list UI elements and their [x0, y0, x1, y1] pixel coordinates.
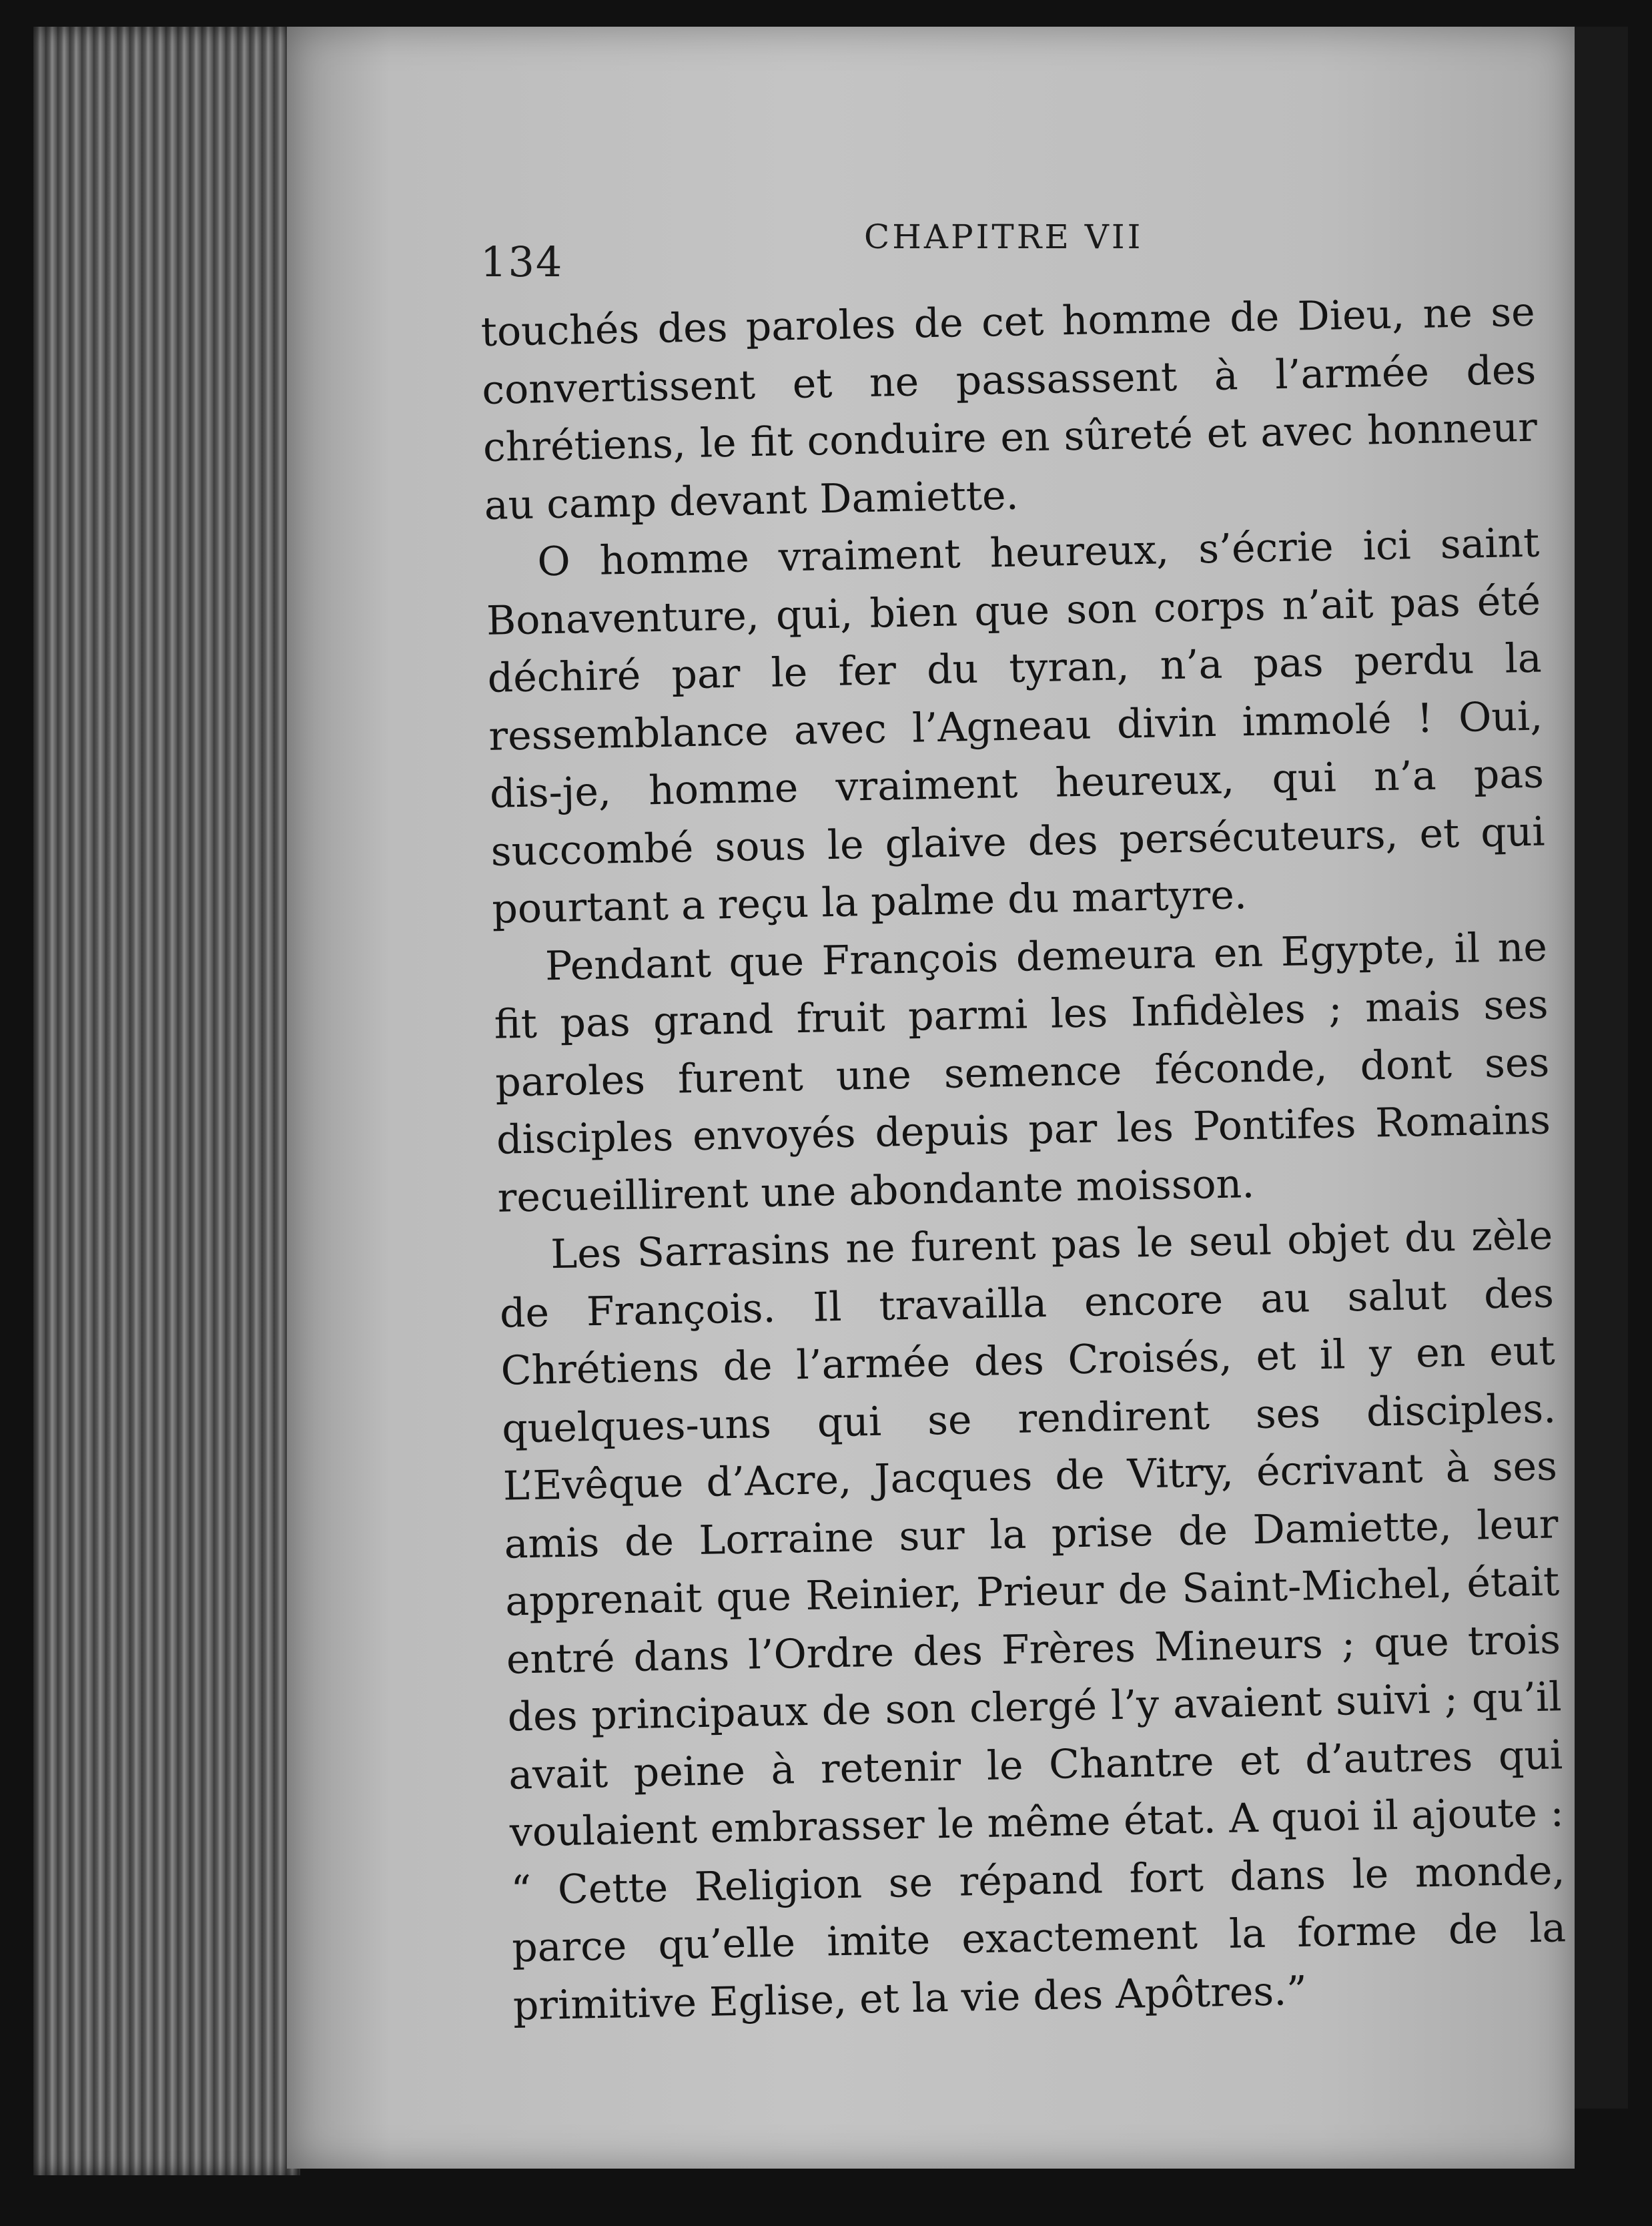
paragraph: Pendant que François demeura en Egypte, il ne fit pas grand fruit parmi les Infidèles ; mais ses paroles furent une semence féconde, dont ses disciples envoyés depuis par les Pontifes Romains recueillirent une abondante moisson.	[494, 923, 1551, 1222]
book-spine-shadow	[1575, 27, 1628, 2109]
paragraph-continued: touchés des paroles de cet homme de Dieu, ne se convertissent et ne passassent à l’armée des chrétiens, le fit conduire en sûreté et avec honneur au camp devant Damiette.	[480, 288, 1538, 529]
paragraph: Les Sarrasins ne furent pas le seul objet du zèle de François. Il travailla encore au salut des Chrétiens de l’armée des Croisés, et il y en eut quelques-uns qui se rendirent ses disciples. L’Evêque d’Acre, Jacques de Vitry, écrivant à ses amis de Lorraine sur la prise de Damiette, leur apprenait que Reinier, Prieur de Saint-Michel, était entré dans l’Ordre des Frères Mineurs ; que trois des principaux de son clergé l’y avaient suivi ; qu’il avait peine à retenir le Chantre et d’autres qui voulaient embrasser le même état. A quoi il ajoute : “ Cette Religion se répand fort dans le monde, parce qu’elle imite exactement la forme de la primitive Eglise, et la vie des Apôtres.”	[499, 1212, 1567, 2030]
page-number: 134	[480, 238, 564, 286]
body-text	[480, 284, 1568, 2035]
book-page-edges	[33, 27, 300, 2175]
page-header	[480, 212, 1535, 286]
paragraph: O homme vraiment heureux, s’écrie ici saint Bonaventure, qui, bien que son corps n’ait pas été déchiré par le fer du tyran, n’a pas perdu la ressemblance avec l’Agneau divin immolé ! Oui, dis-je, homme vraiment heureux, qui n’a pas succombé sous le glaive des persécuteurs, et qui pourtant a reçu la palme du martyre.	[486, 519, 1546, 933]
running-head: CHAPITRE VII	[864, 218, 1144, 256]
